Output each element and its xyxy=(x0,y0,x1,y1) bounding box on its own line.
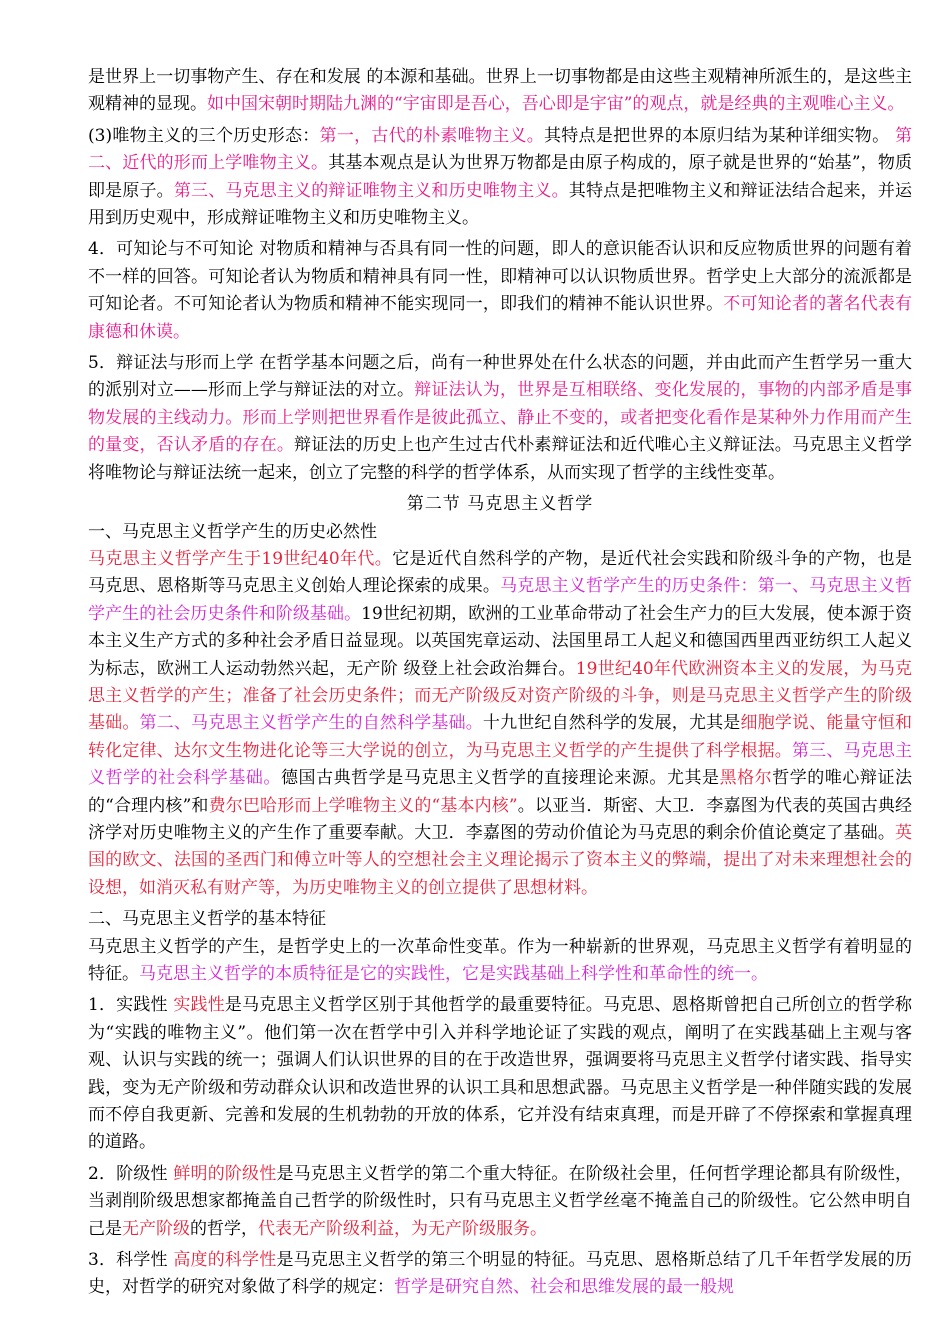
highlighted-text: 马克思主义哲学产生的历史条件：第一、马克思主义哲学产生的社会历史条件和阶级基础。 xyxy=(88,576,913,624)
highlighted-text: 第一，古代的朴素唯物主义。 xyxy=(319,125,545,146)
highlighted-text: 第二、马克思主义哲学产生的自然科学基础。 xyxy=(139,713,483,734)
text-segment: 4．可知论与不可知论 对物质和精神与否具有同一性的问题，即人的意识能否认识和反应物质世界的问题有着不一样的回答。可知论者认为物质和精神具有同一性，即精神可以认识物质世界。哲学史上大部分的流派都是可知论者。不可知论者认为物质和精神不能实现同一，即我们的精神不能认识世界。 xyxy=(88,239,912,315)
text-segment: 3．科学性 xyxy=(88,1250,174,1271)
body-paragraph xyxy=(88,1247,912,1302)
highlighted-text: 鲜明的阶级性 xyxy=(173,1163,277,1184)
body-paragraph xyxy=(88,992,912,1156)
highlighted-text: 费尔巴哈形而上学唯物主义的“基本内核” xyxy=(208,795,518,816)
text-segment: 一、马克思主义哲学产生的历史必然性 xyxy=(88,521,377,542)
body-paragraph xyxy=(88,236,912,346)
text-segment: 十九世纪自然科学的发展，尤其是 xyxy=(482,713,741,734)
text-segment: 第二节 马克思主义哲学 xyxy=(406,494,594,515)
text-segment: 二、马克思主义哲学的基本特征 xyxy=(88,909,326,930)
text-segment: 其特点是把世界的本原归结为某种详细实物。 xyxy=(544,125,896,146)
text-segment: 的哲学， xyxy=(190,1218,258,1239)
body-paragraph xyxy=(88,934,912,989)
highlighted-text: 第三、马克思主义哲学的社会科学基础。 xyxy=(88,740,913,789)
text-segment: (3)唯物主义的三个历史形态： xyxy=(88,125,320,146)
text-segment: 是世界上一切事物产生、存在和发展 的本源和基础。世界上一切事物都是由这些主观精神所派生的，是这些主观精神的显现。 xyxy=(88,67,912,115)
text-segment: 是马克思主义哲学的第二个重大特征。在阶级社会里，任何哲学理论都具有阶级性，当剥削阶级思想家都掩盖自己哲学的阶级性时，只有马克思主义哲学丝毫不掩盖自己的阶级性。它公然申明自己是 xyxy=(88,1163,913,1239)
highlighted-text: 不可知论者的著名代表有康德和休谟。 xyxy=(88,294,912,342)
highlighted-text: 细胞学说、能量守恒和转化定律、达尔文生物进化论等三大学说的创立，为马克思主义哲学的产生提供了科学根据。 xyxy=(88,713,913,761)
text-segment: 2．阶级性 xyxy=(88,1163,174,1184)
highlighted-text: 黑格尔 xyxy=(719,768,773,789)
highlighted-text: 实践性 xyxy=(173,995,225,1016)
section-heading xyxy=(88,519,912,546)
text-segment: 德国古典哲学是马克思主义哲学的直接理论来源。尤其是 xyxy=(280,768,720,789)
highlighted-text: 代表无产阶级利益，为无产阶级服务。 xyxy=(258,1218,547,1239)
highlighted-text: 马克思主义哲学的本质特征是它的实践性，它是实践基础上科学性和革命性的统一。 xyxy=(139,964,768,984)
highlighted-text: 马克思主义哲学产生于19世纪40年代。 xyxy=(88,548,393,569)
text-segment: 哲学的唯心辩证法的“合理内核”和 xyxy=(88,768,913,816)
highlighted-text: 无产阶级 xyxy=(122,1218,190,1239)
text-segment: 是马克思主义哲学区别于其他哲学的最重要特征。马克思、恩格斯曾把自己所创立的哲学称为“实践的唯物主义”。他们第一次在哲学中引入并科学地论证了实践的观点，阐明了在实践基础上主观与客观、认识与实践的统一；强调人们认识世界的目的在于改造世界，强调要将马克思主义哲学付诸实践、指导实践，变为无产阶级和劳动群众认识和改造世界的认识工具和思想武器。马克思主义哲学是一种伴随实践的发展而不停自我更新、完善和发展的生机勃勃的开放的体系，它并没有结束真理，而是开辟了不停探索和掌握真理的道路。 xyxy=(88,995,913,1153)
text-segment: 马克思主义哲学的产生，是哲学史上的一次革命性变革。作为一种崭新的世界观，马克思主义哲学有着明显的特征。 xyxy=(88,936,912,984)
text-segment: 辩证法的历史上也产生过古代朴素辩证法和近代唯心主义辩证法。马克思主义哲学将唯物论与辩证法统一起来，创立了完整的科学的哲学体系，从而实现了哲学的主线性变革。 xyxy=(88,435,913,483)
text-segment: 。以亚当．斯密、大卫．李嘉图为代表的英国古典经济学对历史唯物主义的产生作了重要奉献。大卫．李嘉图的劳动价值论为马克思的剩余价值论奠定了基础。 xyxy=(88,795,912,843)
section-title xyxy=(88,491,912,518)
highlighted-text: 第二、近代的形而上学唯物主义。 xyxy=(88,125,913,174)
text-segment: 是马克思主义哲学的第三个明显的特征。马克思、恩格斯总结了几千年哲学发展的历史，对哲学的研究对象做了科学的规定： xyxy=(88,1250,913,1298)
highlighted-text: 辩证法认为，世界是互相联络、变化发展的，事物的内部矛盾是事物发展的主线动力。形而上学则把世界看作是彼此孤立、静止不变的，或者把变化看作是某种外力作用而产生的量变，否认矛盾的存在。 xyxy=(88,380,913,456)
body-paragraph xyxy=(88,1161,912,1243)
section-heading xyxy=(88,906,912,933)
document-page xyxy=(88,64,912,1306)
body-paragraph xyxy=(88,350,912,487)
body-paragraph xyxy=(88,64,912,119)
text-segment: 1．实践性 xyxy=(88,995,174,1016)
highlighted-text: 英国的欧文、法国的圣西门和傅立叶等人的空想社会主义理论揭示了资本主义的弊端，提出了对未来理想社会的设想，如消灭私有财产等，为历史唯物主义的创立提供了思想材料。 xyxy=(88,822,912,898)
text-segment: 其基本观点是认为世界万物都是由原子构成的，原子就是世界的“始基”，物质即是原子。 xyxy=(88,153,912,201)
highlighted-text: 19世纪40年代欧洲资本主义的发展，为马克思主义哲学的产生；准备了社会历史条件；而无产阶级反对资产阶级的斗争，则是马克思主义哲学产生的阶级基础。 xyxy=(88,658,912,734)
highlighted-text: 如中国宋朝时期陆九渊的“宇宙即是吾心，吾心即是宇宙”的观点，就是经典的主观唯心主义。 xyxy=(207,94,905,115)
text-segment: 5．辩证法与形而上学 在哲学基本问题之后，尚有一种世界处在什么状态的问题，并由此而产生哲学另一重大的派别对立——形而上学与辩证法的对立。 xyxy=(88,353,912,401)
body-paragraph xyxy=(88,123,912,233)
highlighted-text: 第三、马克思主义的辩证唯物主义和历史唯物主义。 xyxy=(173,180,569,201)
highlighted-text: 哲学是研究自然、社会和思维发展的最一般规 xyxy=(394,1277,734,1298)
text-segment: 它是近代自然科学的产物，是近代社会实践和阶级斗争的产物，也是马克思、恩格斯等马克思主义创始人理论探索的成果。 xyxy=(88,548,912,597)
text-segment: 其特点是把唯物主义和辩证法结合起来，并运用到历史观中，形成辩证唯物主义和历史唯物主义。 xyxy=(88,180,913,229)
body-paragraph xyxy=(88,546,912,902)
highlighted-text: 高度的科学性 xyxy=(173,1250,277,1271)
text-segment: 19世纪初期，欧洲的工业革命带动了社会生产力的巨大发展，使本源于资本主义生产方式的多种社会矛盾日益显现。以英国宪章运动、法国里昂工人起义和德国西里西亚纺织工人起义为标志，欧洲工人运动勃然兴起，无产阶 级登上社会政治舞台。 xyxy=(88,603,913,679)
